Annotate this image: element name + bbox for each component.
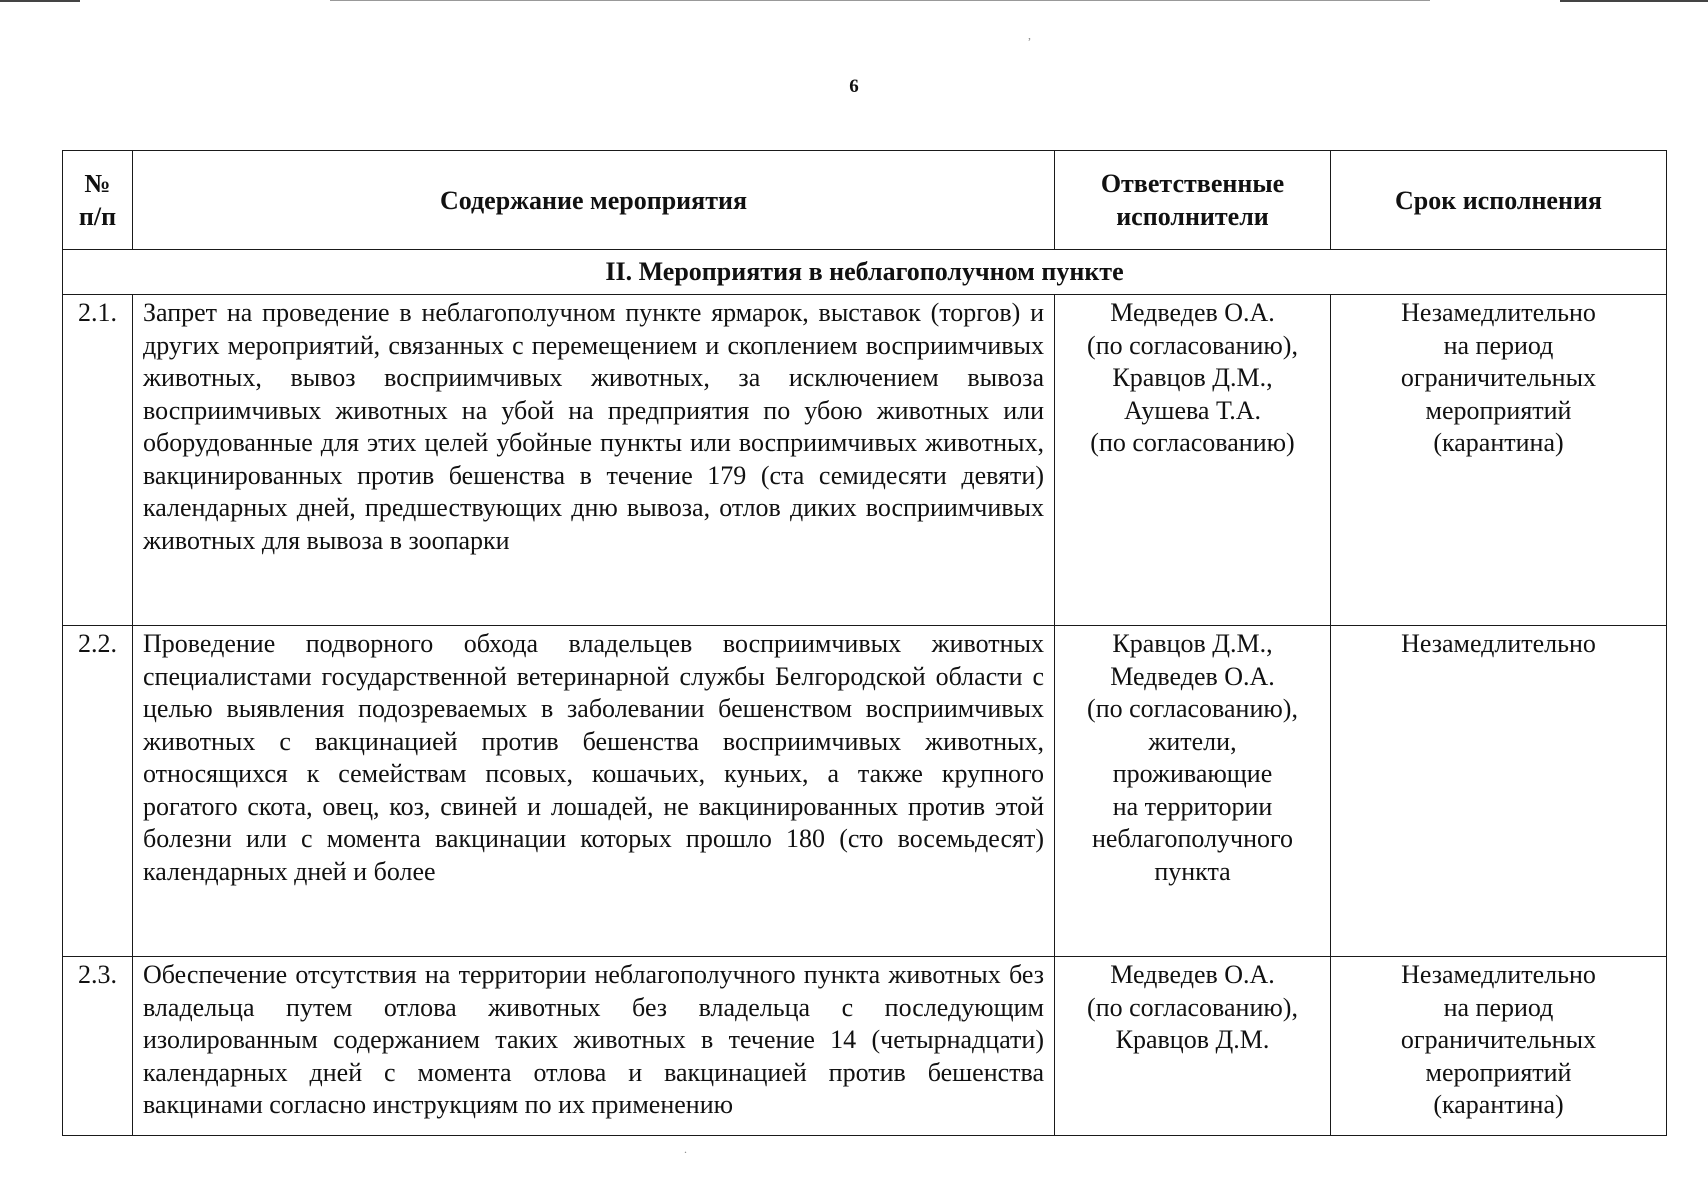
responsible-line: Медведев О.А. <box>1110 960 1275 989</box>
table-row <box>63 957 1667 1136</box>
deadline-line: ограничительных <box>1400 363 1597 392</box>
scan-edge-line <box>330 0 1430 1</box>
responsible-line: Кравцов Д.М. <box>1115 1025 1270 1054</box>
responsible-line: неблагополучного <box>1091 824 1294 853</box>
row-number: 2.3. <box>63 957 133 1136</box>
page-number: 6 <box>849 76 859 97</box>
table-row <box>63 626 1667 957</box>
responsible-line: (по согласованию) <box>1090 428 1295 457</box>
header-responsible <box>1055 151 1331 250</box>
deadline-line: мероприятий <box>1425 395 1572 425</box>
responsible-line: Медведев О.А. <box>1110 661 1275 691</box>
row-content: Запрет на проведение в неблагополучном пункте ярмарок, выставок (торгов) и других мероприятий, связанных с перемещением и скоплением восприимчивых животных, вывоз восприимчивых животных, за исключением вывоза восприимчивых животных на убой на предприятия по убою животных или оборудованные для этих целей убойные пункты или восприимчивых животных, вакцинированных против бешенства в течение 179 (ста семидесяти девяти) календарных дней, предшествующих дню вывоза, отлов диких восприимчивых животных для вывоза в зоопарки <box>133 295 1055 626</box>
row-content: Обеспечение отсутствия на территории неблагополучного пункта животных без владельца путем отлова животных без владельца с последующим изолированным содержанием таких животных в течение 14 (четырнадцати) календарных дней с момента отлова и вакцинацией против бешенства вакцинами согласно инструкциям по их применению <box>133 957 1055 1136</box>
responsible-line: Кравцов Д.М., <box>1112 629 1273 658</box>
responsible-line: Аушева Т.А. <box>1123 395 1262 425</box>
deadline-line: (карантина) <box>1433 1090 1564 1119</box>
row-number: 2.2. <box>63 626 133 957</box>
row-responsible <box>1055 957 1331 1136</box>
responsible-line: (по согласованию), <box>1087 694 1298 723</box>
row-deadline <box>1331 626 1667 957</box>
row-deadline <box>1331 957 1667 1136</box>
row-number: 2.1. <box>63 295 133 626</box>
deadline-line: Незамедлительно <box>1401 298 1596 327</box>
section-row <box>63 250 1667 295</box>
responsible-line: Кравцов Д.М., <box>1112 363 1273 392</box>
row-responsible <box>1055 295 1331 626</box>
deadline-line: ограничительных <box>1400 1025 1597 1054</box>
table-row <box>63 295 1667 626</box>
responsible-line: (по согласованию), <box>1087 330 1298 360</box>
header-responsible-label: Ответственные исполнители <box>1100 169 1285 231</box>
header-number-label: № п/п <box>78 169 117 231</box>
deadline-line: (карантина) <box>1433 428 1564 457</box>
header-deadline: Срок исполнения <box>1331 151 1667 250</box>
deadline-line: мероприятий <box>1425 1057 1572 1087</box>
responsible-line: жители, <box>1148 726 1237 756</box>
responsible-line: на территории <box>1112 791 1273 821</box>
deadline-line: Незамедлительно <box>1401 960 1596 989</box>
scan-edge-line <box>0 0 80 2</box>
header-content: Содержание мероприятия <box>133 151 1055 250</box>
responsible-line: проживающие <box>1112 759 1273 788</box>
row-responsible <box>1055 626 1331 957</box>
header-number <box>63 151 133 250</box>
scan-artifact: . <box>684 1142 687 1156</box>
deadline-line: на период <box>1443 330 1554 360</box>
table-header-row <box>63 151 1667 250</box>
deadline-line: Незамедлительно <box>1401 629 1596 658</box>
deadline-line: на период <box>1443 992 1554 1022</box>
responsible-line: Медведев О.А. <box>1110 298 1275 327</box>
responsible-line: (по согласованию), <box>1087 992 1298 1022</box>
row-deadline <box>1331 295 1667 626</box>
section-title: II. Мероприятия в неблагополучном пункте <box>63 250 1667 295</box>
scan-artifact: , <box>1028 28 1031 42</box>
row-content: Проведение подворного обхода владельцев восприимчивых животных специалистами государственной ветеринарной службы Белгородской области с целью выявления подозреваемых в заболевании бешенством восприимчивых животных с вакцинацией против бешенства восприимчивых животных, относящихся к семействам псовых, кошачьих, куньих, а также крупного рогатого скота, овец, коз, свиней и лошадей, не вакцинированных против этой болезни или с момента вакцинации которых прошло 180 (сто восемьдесят) календарных дней и более <box>133 626 1055 957</box>
measures-table <box>62 150 1667 1136</box>
scan-edge-line <box>1560 0 1708 2</box>
responsible-line: пункта <box>1154 856 1231 886</box>
